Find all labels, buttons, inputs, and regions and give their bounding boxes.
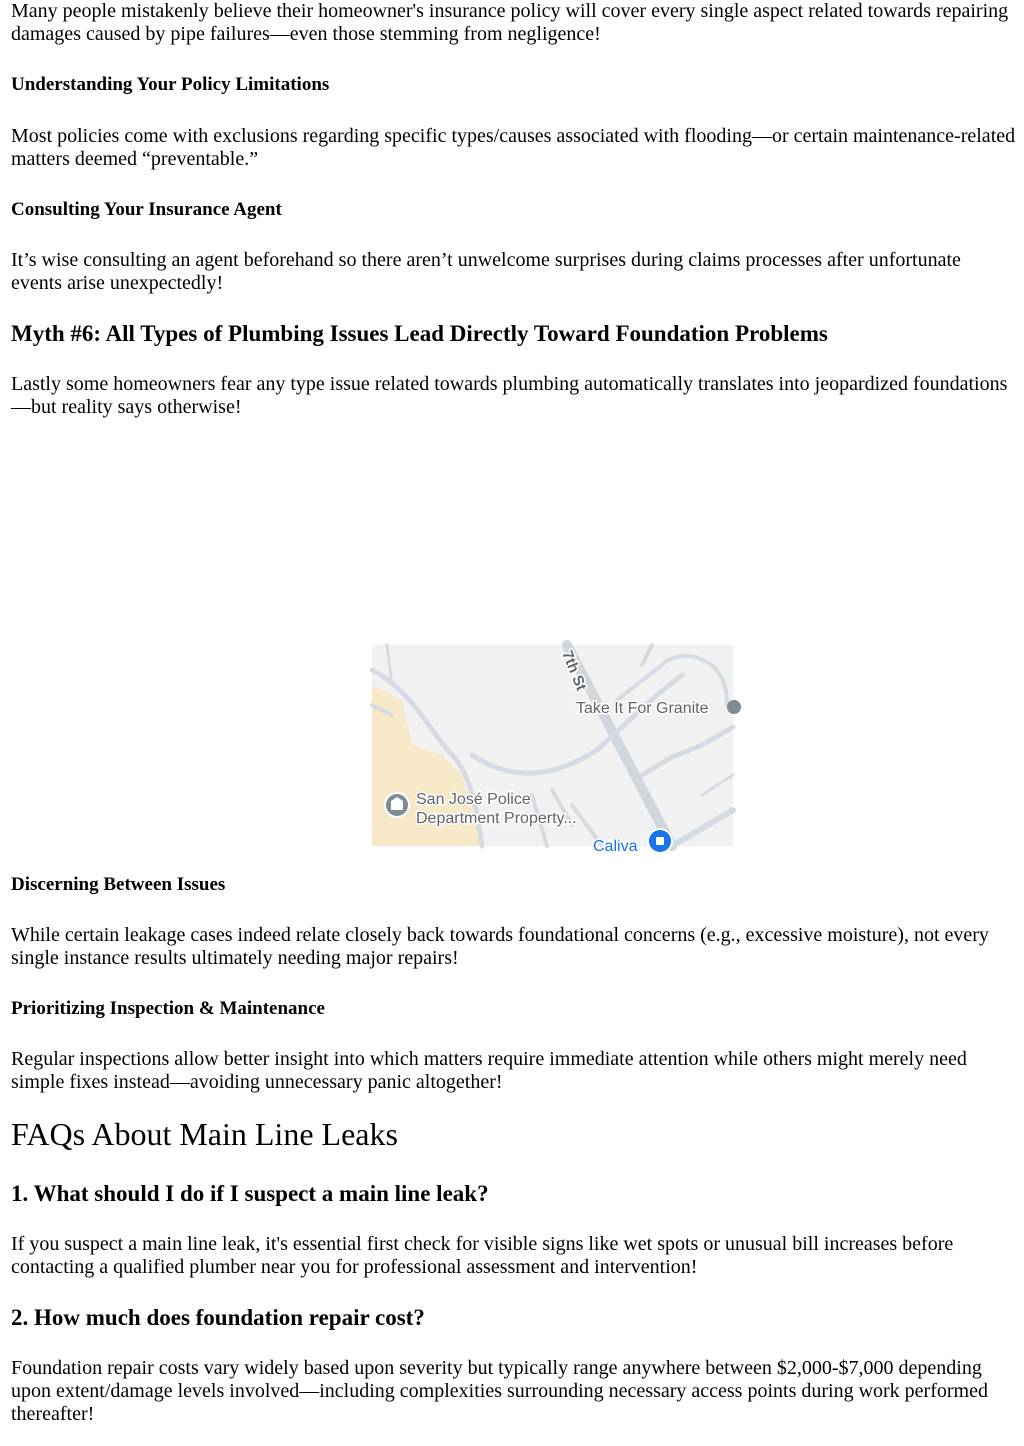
prioritizing-heading: Prioritizing Inspection & Maintenance <box>11 998 325 1019</box>
myth6-heading: Myth #6: All Types of Plumbing Issues Lead Directly Toward Foundation Problems <box>11 321 828 346</box>
policy-limitations-paragraph: Most policies come with exclusions regarding specific types/causes associated with flooding—or certain maintenance-related matters deemed “preventable.” <box>11 125 1016 170</box>
consulting-agent-heading: Consulting Your Insurance Agent <box>11 199 282 220</box>
discerning-paragraph: While certain leakage cases indeed relate closely back towards foundational concerns (e.g., excessive moisture), not every single instance results ultimately needing major repairs! <box>11 924 989 969</box>
prioritizing-paragraph: Regular inspections allow better insight into which matters require immediate attention while others might merely need simple fixes instead—avoiding unnecessary panic altogether! <box>11 1048 967 1093</box>
map-canvas[interactable] <box>372 645 733 855</box>
intro-paragraph: Many people mistakenly believe their homeowner's insurance policy will cover every single aspect related towards repairing damages caused by pipe failures—even those stemming from negligence! <box>11 0 1009 45</box>
map-poi-police-label-line1[interactable]: San José Police <box>416 791 531 808</box>
map-street-label: 7th St <box>558 648 590 694</box>
faq-title: FAQs About Main Line Leaks <box>11 1116 398 1152</box>
map-poi-caliva-pin-icon[interactable] <box>647 828 673 854</box>
map-poi-caliva-label[interactable]: Caliva <box>593 838 638 855</box>
policy-limitations-heading: Understanding Your Policy Limitations <box>11 74 330 95</box>
map-poi-police-pin-icon[interactable] <box>384 792 410 818</box>
faq-answer-2: Foundation repair costs vary widely based upon severity but typically range anywhere between $2,000-$7,000 depending upon extent/damage levels involved—including complexities surrounding necessary access points during work performed thereafter! <box>11 1357 988 1425</box>
embedded-map[interactable] <box>372 645 733 855</box>
faq-question-2: 2. How much does foundation repair cost? <box>11 1305 425 1330</box>
map-poi-granite-label[interactable]: Take It For Granite <box>576 700 709 717</box>
map-poi-police-label-line2[interactable]: Department Property... <box>416 810 577 827</box>
faq-answer-1: If you suspect a main line leak, it's essential first check for visible signs like wet spots or unusual bill increases before contacting a qualified plumber near you for professional assessment and intervention! <box>11 1233 954 1278</box>
myth6-paragraph: Lastly some homeowners fear any type issue related towards plumbing automatically translates into jeopardized foundations—but reality says otherwise! <box>11 373 1008 418</box>
discerning-heading: Discerning Between Issues <box>11 874 226 895</box>
consulting-agent-paragraph: It’s wise consulting an agent beforehand so there aren’t unwelcome surprises during claims processes after unfortunate events arise unexpectedly! <box>11 249 961 294</box>
faq-question-1: 1. What should I do if I suspect a main line leak? <box>11 1181 489 1206</box>
map-poi-granite-pin-icon[interactable] <box>727 700 741 714</box>
